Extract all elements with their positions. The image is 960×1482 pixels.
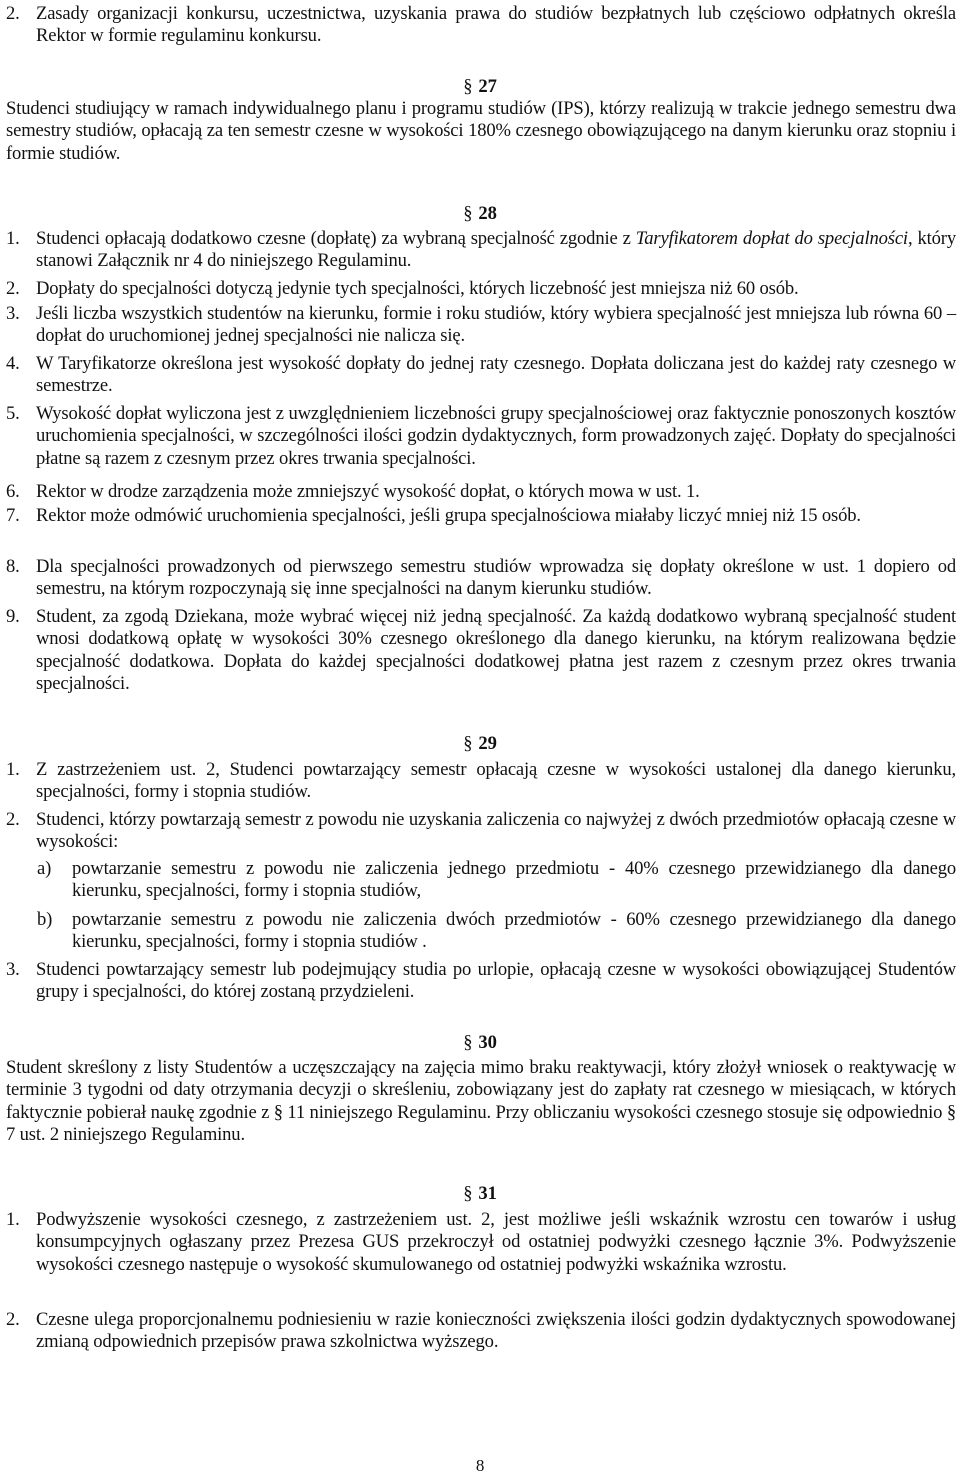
item-number: 1. <box>6 1209 20 1230</box>
section-heading-29 <box>0 733 960 755</box>
list-item <box>6 759 956 804</box>
item-text: Czesne ulega proporcjonalnemu podniesieniu w razie konieczności zwiększenia ilości godzin dydaktycznych spowodowanej zmianą odpowiednich przepisów prawa szkolnictwa wyższego. <box>36 1309 956 1353</box>
item-text: Z zastrzeżeniem ust. 2, Studenci powtarzający semestr opłacają czesne w wysokości ustalonej dla danego kierunku, specjalności, formy i stopnia studiów. <box>36 759 956 803</box>
item-text: Dopłaty do specjalności dotyczą jedynie tych specjalności, których liczebność jest mniejsza niż 60 osób. <box>36 278 799 299</box>
page-number: 8 <box>475 1456 485 1475</box>
section-heading-27 <box>0 76 960 98</box>
item-number: 2. <box>6 809 20 830</box>
sub-item-text: powtarzanie semestru z powodu nie zaliczenia jednego przedmiotu - 40% czesnego przewidzianego dla danego kierunku, specjalności, formy i stopnia studiów, <box>72 858 956 902</box>
sub-item-letter: b) <box>37 909 53 930</box>
item-number: 9. <box>6 606 20 627</box>
item-number: 6. <box>6 481 20 502</box>
list-item <box>6 303 956 348</box>
section-number: 31 <box>478 1183 497 1204</box>
section-number: 30 <box>478 1032 497 1053</box>
list-item <box>6 1209 956 1276</box>
section-symbol: § <box>463 1032 473 1053</box>
item-number: 2. <box>6 278 20 299</box>
item-text: Student, za zgodą Dziekana, może wybrać więcej niż jedną specjalność. Za każdą dodatkowo wybraną specjalność student wnosi dodatkową opłatę w wysokości 30% czesnego określonego dla danego kierunku, na którym realizowana będzie specjalność dodatkowa. Dopłata do każdej specjalności dodatkowej płatna jest razem z czesnym przez okres trwania specjalności. <box>36 606 956 695</box>
item-text-part: Studenci opłacają dodatkowo czesne (dopłatę) za wybraną specjalność zgodnie z <box>36 228 636 249</box>
list-item <box>6 278 956 300</box>
section-symbol: § <box>463 733 473 754</box>
item-number: 2. <box>6 3 20 24</box>
section-heading-31 <box>0 1183 960 1205</box>
section-heading-28 <box>0 203 960 225</box>
item-number: 4. <box>6 353 20 374</box>
item-number: 3. <box>6 303 20 324</box>
sub-list-item <box>37 858 956 903</box>
section-number: 29 <box>478 733 497 754</box>
list-item <box>6 3 956 48</box>
section-30-paragraph: Student skreślony z listy Studentów a uczęszczający na zajęcia mimo braku reaktywacji, który złożył wniosek o reaktywację w terminie 3 tygodni od daty otrzymania decyzji o skreśleniu, zobowiązany jest do zapłaty rat czesnego w miesiącach, w których faktycznie pobierał naukę zgodnie z § 11 niniejszego Regulaminu. Przy obliczaniu wysokości czesnego stosuje się odpowiednio § 7 ust. 2 niniejszego Regulaminu. <box>6 1057 956 1146</box>
sub-item-text: powtarzanie semestru z powodu nie zaliczenia dwóch przedmiotów - 60% czesnego przewidzianego dla danego kierunku, specjalności, formy i stopnia studiów . <box>72 909 956 953</box>
sub-list-item <box>37 909 956 954</box>
item-text: Jeśli liczba wszystkich studentów na kierunku, formie i roku studiów, który wybiera specjalność jest mniejsza lub równa 60 – dopłat do uruchomionej jednej specjalności nie nalicza się. <box>36 303 956 347</box>
section-heading-30 <box>0 1032 960 1054</box>
item-number: 2. <box>6 1309 20 1330</box>
item-number: 1. <box>6 759 20 780</box>
list-item <box>6 606 956 696</box>
item-text: Dla specjalności prowadzonych od pierwszego semestru studiów wprowadza się dopłaty określone w ust. 1 dopiero od semestru, na którym rozpoczynają się inne specjalności na danym kierunku studiów. <box>36 556 956 600</box>
item-text-part: , który stanowi Załącznik nr 4 do niniejszego Regulaminu. <box>36 228 956 272</box>
item-text <box>36 228 956 273</box>
list-item <box>6 809 956 854</box>
list-item <box>6 505 956 527</box>
item-text: Rektor w drodze zarządzenia może zmniejszyć wysokość dopłat, o których mowa w ust. 1. <box>36 481 700 502</box>
item-text: W Taryfikatorze określona jest wysokość dopłaty do jednej raty czesnego. Dopłata doliczana jest do każdej raty czesnego w semestrze. <box>36 353 956 397</box>
section-symbol: § <box>463 203 473 224</box>
item-text: Podwyższenie wysokości czesnego, z zastrzeżeniem ust. 2, jest możliwe jeśli wskaźnik wzrostu cen towarów i usług konsumpcyjnych ogłaszany przez Prezesa GUS przekroczył od ostatniej podwyżki czesnego łącznie 3%. Podwyższenie wysokości czesnego następuje o wysokość skumulowanego od ostatniej podwyżki wskaźnika wzrostu. <box>36 1209 956 1275</box>
item-text: Studenci, którzy powtarzają semestr z powodu nie uzyskania zaliczenia co najwyżej z dwóch przedmiotów opłacają czesne w wysokości: <box>36 809 956 853</box>
item-text: Rektor może odmówić uruchomienia specjalności, jeśli grupa specjalnościowa miałaby liczyć mniej niż 15 osób. <box>36 505 861 526</box>
item-text: Zasady organizacji konkursu, uczestnictwa, uzyskania prawa do studiów bezpłatnych lub częściowo odpłatnych określa Rektor w formie regulaminu konkursu. <box>36 3 956 47</box>
item-number: 7. <box>6 505 20 526</box>
item-number: 1. <box>6 228 20 249</box>
list-item <box>6 959 956 1004</box>
section-symbol: § <box>463 76 473 97</box>
item-number: 8. <box>6 556 20 577</box>
item-text: Studenci powtarzający semestr lub podejmujący studia po urlopie, opłacają czesne w wysokości obowiązującej Studentów grupy i specjalności, do której zostaną przydzieleni. <box>36 959 956 1003</box>
section-symbol: § <box>463 1183 473 1204</box>
list-item <box>6 353 956 398</box>
section-number: 28 <box>478 203 497 224</box>
list-item <box>6 556 956 601</box>
list-item <box>6 481 956 503</box>
item-number: 5. <box>6 403 20 424</box>
section-27-paragraph: Studenci studiujący w ramach indywidualnego planu i programu studiów (IPS), którzy realizują w trakcie jednego semestru dwa semestry studiów, opłacają za ten semestr czesne w wysokości 180% czesnego obowiązującego na danym kierunku oraz stopniu i formie studiów. <box>6 98 956 164</box>
section-number: 27 <box>478 76 497 97</box>
sub-item-letter: a) <box>37 858 52 879</box>
list-item <box>6 228 956 273</box>
item-text-italic: Taryfikatorem dopłat do specjalności <box>635 228 908 249</box>
list-item <box>6 403 956 470</box>
item-number: 3. <box>6 959 20 980</box>
item-text: Wysokość dopłat wyliczona jest z uwzględnieniem liczebności grupy specjalnościowej oraz faktycznie ponoszonych kosztów uruchomienia specjalności, w szczególności ilości godzin dydaktycznych, form prowadzonych zajęć. Dopłaty do specjalności płatne są razem z czesnym przez okres trwania specjalności. <box>36 403 956 469</box>
list-item <box>6 1309 956 1354</box>
